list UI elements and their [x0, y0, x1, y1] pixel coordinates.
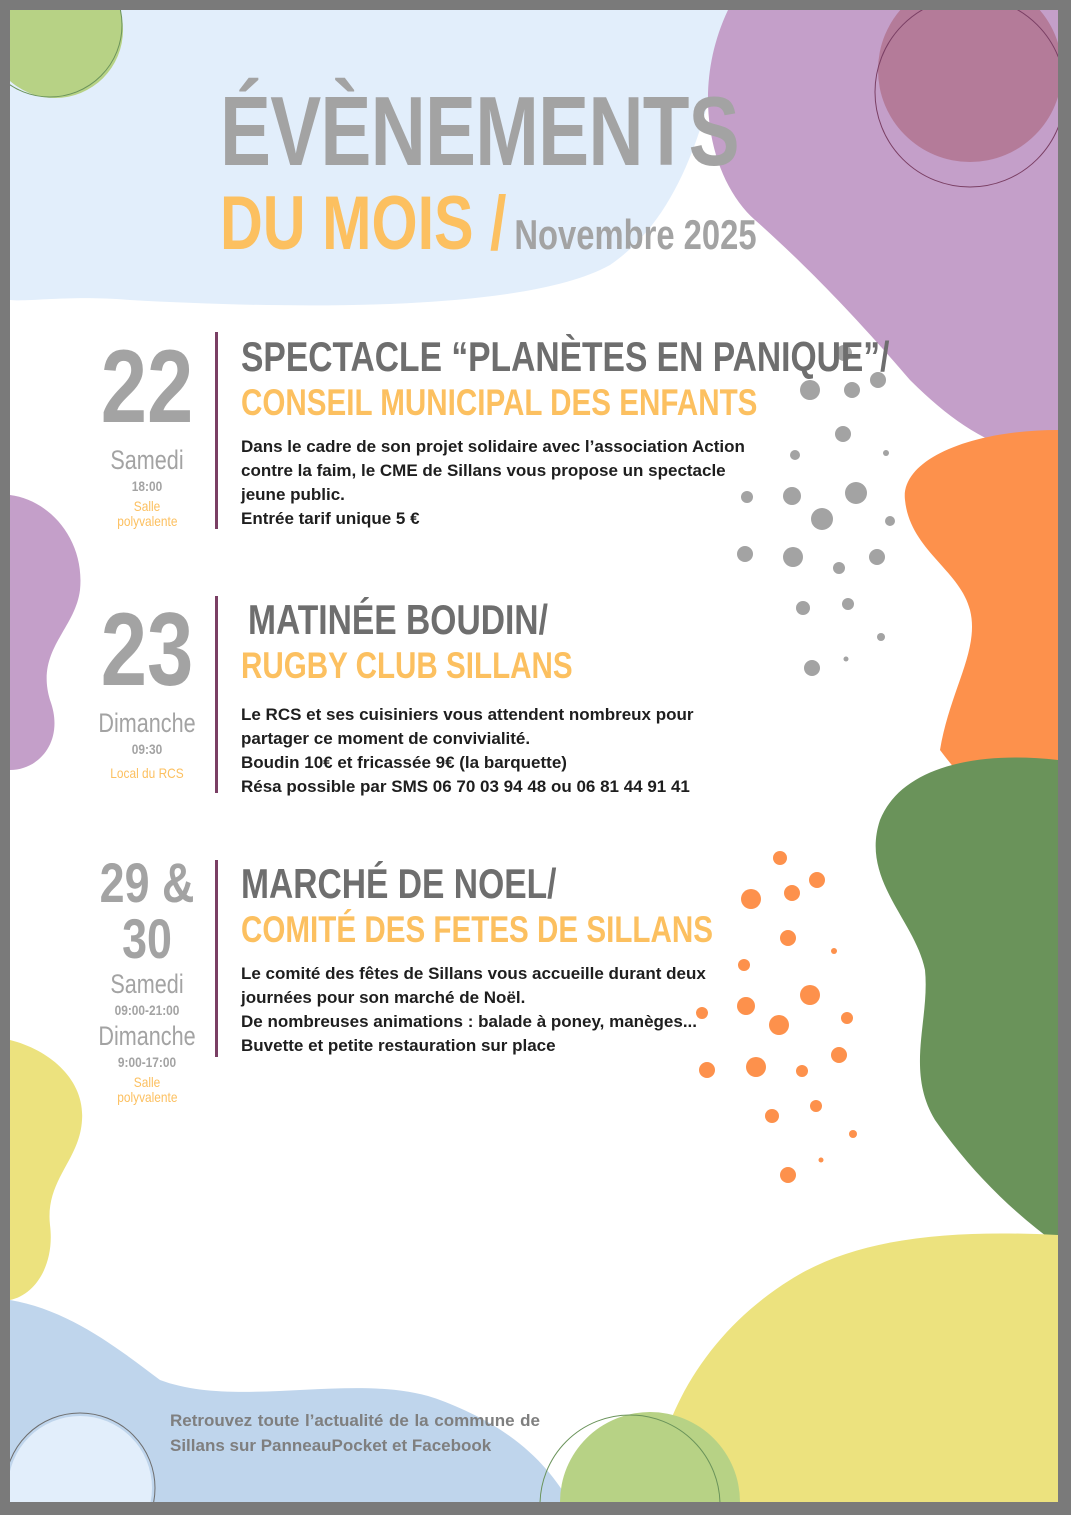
event-3-desc-line: Le comité des fêtes de Sillans vous accueille durant deux — [241, 964, 706, 983]
event-1-desc-line: jeune public. — [241, 485, 345, 504]
event-3-time-2: 9:00-17:00 — [117, 1054, 177, 1071]
event-3-weekday: Samedi — [110, 969, 184, 999]
event-2-weekday: Dimanche — [98, 708, 196, 738]
event-1-place: Salle polyvalente — [117, 498, 178, 530]
footer-note: Retrouvez toute l’actualité de la commune de Sillans sur PanneauPocket et Facebook — [170, 1411, 540, 1455]
event-2-desc-line: Boudin 10€ et fricassée 9€ (la barquette) — [241, 753, 567, 772]
event-1-desc-line: Dans le cadre de son projet solidaire avec l’association Action — [241, 437, 745, 456]
event-3-desc-line: journées pour son marché de Noël. — [241, 988, 526, 1007]
event-3-date — [62, 851, 232, 1106]
event-1-divider — [215, 332, 218, 529]
event-1-desc-line: contre la faim, le CME de Sillans vous propose un spectacle — [241, 461, 726, 480]
month-label: Novembre 2025 — [514, 211, 757, 258]
event-2-desc-line: Le RCS et ses cuisiniers vous attendent nombreux pour — [241, 705, 694, 724]
event-1-date — [62, 329, 232, 530]
event-3-desc-line: Buvette et petite restauration sur place — [241, 1036, 556, 1055]
event-1-desc-line: Entrée tarif unique 5 € — [241, 509, 420, 528]
event-2-place: Local du RCS — [110, 765, 184, 782]
event-1-time: 18:00 — [131, 478, 163, 495]
event-2-day: 23 — [100, 592, 194, 708]
subtitle-du-mois: DU MOIS / — [220, 181, 507, 266]
event-2-date — [62, 592, 232, 782]
event-3-divider — [215, 860, 218, 1057]
poster — [10, 10, 1058, 1502]
page-subtitle — [220, 181, 757, 266]
event-1-organizer: CONSEIL MUNICIPAL DES ENFANTS — [241, 382, 758, 423]
event-3-place: Salle polyvalente — [117, 1074, 178, 1106]
event-3-organizer: COMITÉ DES FETES DE SILLANS — [241, 909, 713, 950]
event-1-weekday: Samedi — [110, 445, 184, 475]
event-1-day: 22 — [100, 329, 194, 445]
page-title: ÉVÈNEMENTS — [220, 76, 739, 186]
event-2-organizer: RUGBY CLUB SILLANS — [241, 645, 573, 686]
event-3-description — [241, 962, 771, 1058]
blob-right-green — [876, 758, 1058, 1246]
event-2-title: MATINÉE BOUDIN/ — [248, 596, 548, 643]
event-1-description — [241, 435, 771, 531]
event-3-day: 29 & 30 — [99, 851, 195, 970]
event-2-desc-line: partager ce moment de convivialité. — [241, 729, 531, 748]
event-2-description — [241, 703, 771, 799]
event-2-desc-line: Résa possible par SMS 06 70 03 94 48 ou 06 81 44 91 41 — [241, 777, 690, 796]
event-3-title: MARCHÉ DE NOEL/ — [241, 860, 557, 907]
event-2-divider — [215, 596, 218, 793]
event-3-time: 09:00-21:00 — [114, 1002, 180, 1019]
event-2-time: 09:30 — [131, 741, 163, 758]
event-3-desc-line: De nombreuses animations : balade à poney, manèges... — [241, 1012, 697, 1031]
event-1-title: SPECTACLE “PLANÈTES EN PANIQUE”/ — [241, 333, 890, 380]
event-3-weekday-2: Dimanche — [98, 1021, 196, 1052]
